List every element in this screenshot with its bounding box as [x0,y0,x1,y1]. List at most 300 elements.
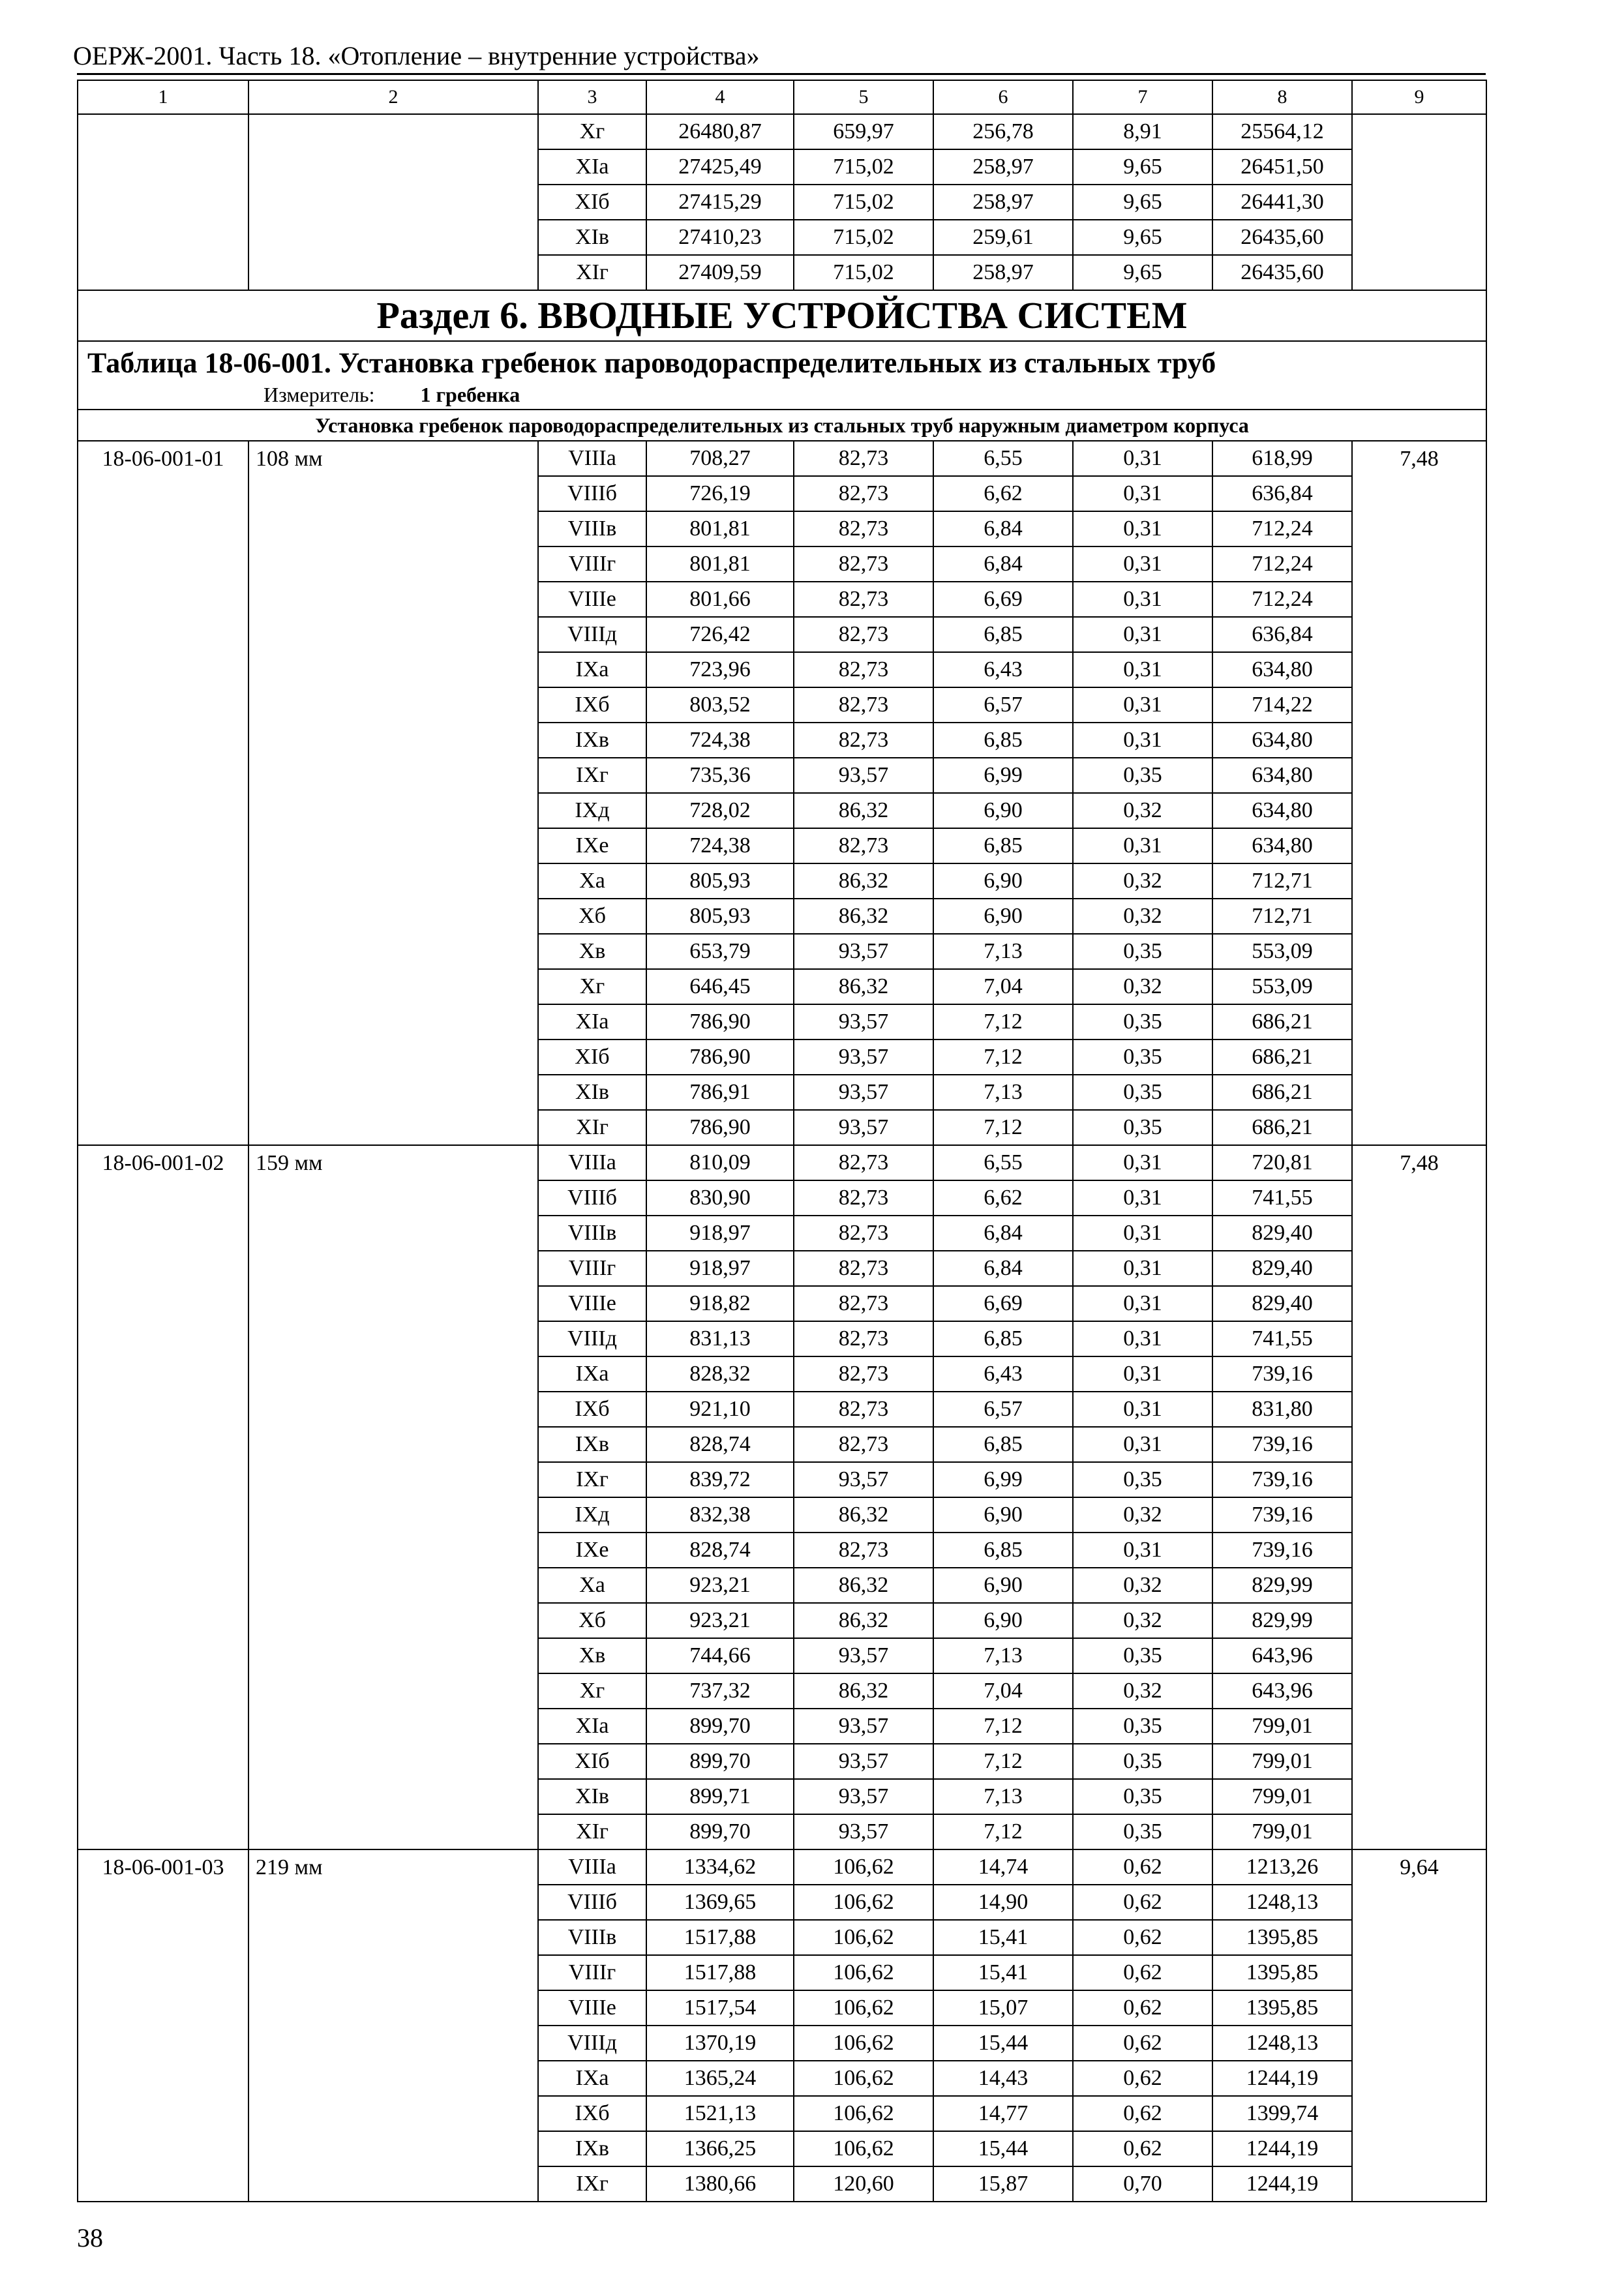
cell-col8: 829,40 [1212,1286,1352,1321]
cell-col9: 7,48 [1352,441,1486,1145]
cell-col5: 86,32 [794,1497,933,1533]
cell-index: XIа [538,149,646,185]
cell-index: VIIIг [538,1955,646,1990]
cell-col8: 686,21 [1212,1040,1352,1075]
cell-index: VIIIд [538,2026,646,2061]
cell-index: VIIIд [538,617,646,652]
cell-index: VIIIв [538,1920,646,1955]
cell-col7: 0,35 [1073,1004,1212,1040]
cell-col4: 724,38 [646,723,794,758]
column-number: 9 [1352,80,1486,114]
cell-col7: 0,31 [1073,1356,1212,1392]
meter-value: 1 гребенка [420,382,520,406]
cell-col5: 82,73 [794,617,933,652]
column-number: 6 [933,80,1073,114]
table-row [78,1849,1486,1885]
cell-col8: 712,71 [1212,899,1352,934]
cell-col4: 744,66 [646,1638,794,1673]
cell-col7: 0,31 [1073,1145,1212,1180]
cell-col6: 7,12 [933,1110,1073,1145]
cell-col5: 106,62 [794,1849,933,1885]
cell-col4: 708,27 [646,441,794,476]
cell-col8: 1395,85 [1212,1955,1352,1990]
cell-col7: 0,32 [1073,899,1212,934]
cell-col4: 27425,49 [646,149,794,185]
cell-col8: 1395,85 [1212,1990,1352,2026]
cell-col6: 7,13 [933,1075,1073,1110]
cell-col6: 15,07 [933,1990,1073,2026]
cell-col6: 15,41 [933,1920,1073,1955]
cell-col4: 786,91 [646,1075,794,1110]
cell-col4: 726,42 [646,617,794,652]
cell-col7: 0,31 [1073,546,1212,582]
cell-col8: 26441,30 [1212,185,1352,220]
meter-label: Измеритель: [263,382,375,406]
cell-index: VIIIв [538,1216,646,1251]
cell-col5: 86,32 [794,899,933,934]
cell-col7: 0,31 [1073,1286,1212,1321]
cell-index: IXг [538,2166,646,2202]
cell-col5: 82,73 [794,546,933,582]
cell-description: 159 мм [248,1145,538,1849]
cell-index: Xа [538,1568,646,1603]
cell-col4: 1517,88 [646,1920,794,1955]
cell-col5: 93,57 [794,1075,933,1110]
cell-col8: 634,80 [1212,828,1352,863]
cell-col8: 829,99 [1212,1603,1352,1638]
cell-index: IXд [538,1497,646,1533]
cell-col4: 899,71 [646,1779,794,1814]
cell-col5: 86,32 [794,863,933,899]
cell-col6: 259,61 [933,220,1073,255]
cell-col5: 82,73 [794,582,933,617]
cell-index: XIб [538,1040,646,1075]
cell-col8: 712,71 [1212,863,1352,899]
cell-col6: 15,41 [933,1955,1073,1990]
cell-col6: 6,55 [933,1145,1073,1180]
cell-index: XIб [538,1744,646,1779]
cell-col5: 93,57 [794,1462,933,1497]
cell-index: IXб [538,687,646,723]
cell-col7: 0,31 [1073,476,1212,511]
cell-index: IXе [538,1533,646,1568]
cell-col6: 6,57 [933,1392,1073,1427]
cell-description [248,114,538,290]
cell-index: XIв [538,220,646,255]
cell-col5: 82,73 [794,476,933,511]
cell-col4: 830,90 [646,1180,794,1216]
cell-code: 18-06-001-03 [78,1849,248,2202]
cell-index: VIIIа [538,1145,646,1180]
cell-col8: 634,80 [1212,652,1352,687]
cell-col8: 1244,19 [1212,2131,1352,2166]
cell-col8: 1399,74 [1212,2096,1352,2131]
cell-col5: 93,57 [794,1744,933,1779]
cell-index: VIIIг [538,1251,646,1286]
cell-col5: 106,62 [794,1955,933,1990]
cell-col4: 726,19 [646,476,794,511]
cell-col7: 0,31 [1073,1321,1212,1356]
cell-index: IXа [538,1356,646,1392]
cell-index: IXб [538,2096,646,2131]
cell-col7: 0,31 [1073,1392,1212,1427]
cell-col8: 739,16 [1212,1497,1352,1533]
cell-col5: 82,73 [794,1251,933,1286]
cell-col6: 14,43 [933,2061,1073,2096]
cell-col7: 0,35 [1073,1744,1212,1779]
cell-index: VIIIг [538,546,646,582]
cell-col6: 6,85 [933,617,1073,652]
cell-col5: 715,02 [794,185,933,220]
cell-col9: 9,64 [1352,1849,1486,2202]
cell-index: IXв [538,2131,646,2166]
cell-col8: 829,99 [1212,1568,1352,1603]
cell-col4: 923,21 [646,1568,794,1603]
column-number: 5 [794,80,933,114]
cell-col7: 0,31 [1073,1533,1212,1568]
cell-col5: 715,02 [794,220,933,255]
header-rule [77,73,1486,75]
cell-col7: 0,35 [1073,1110,1212,1145]
cell-col7: 0,31 [1073,723,1212,758]
cell-col5: 86,32 [794,1673,933,1709]
page-number: 38 [77,2223,103,2252]
section-title: Раздел 6. ВВОДНЫЕ УСТРОЙСТВА СИСТЕМ [78,290,1486,341]
table-title-cell [78,341,1486,410]
cell-col8: 799,01 [1212,1814,1352,1849]
cell-col6: 258,97 [933,185,1073,220]
cell-col7: 0,32 [1073,1603,1212,1638]
cell-col6: 6,69 [933,582,1073,617]
section-title-row [78,290,1486,341]
cell-col8: 1244,19 [1212,2166,1352,2202]
cell-col7: 0,32 [1073,1497,1212,1533]
cell-col6: 14,77 [933,2096,1073,2131]
cell-col4: 653,79 [646,934,794,969]
cell-col7: 0,62 [1073,1885,1212,1920]
cell-col5: 715,02 [794,255,933,290]
cell-col6: 6,84 [933,511,1073,546]
cell-col5: 93,57 [794,1638,933,1673]
cell-col5: 82,73 [794,1392,933,1427]
cell-col7: 0,32 [1073,863,1212,899]
cell-col5: 82,73 [794,1533,933,1568]
column-number-row [78,80,1486,114]
cell-col8: 739,16 [1212,1427,1352,1462]
cell-col5: 106,62 [794,2096,933,2131]
cell-description: 108 мм [248,441,538,1145]
cell-col8: 1244,19 [1212,2061,1352,2096]
cell-col5: 82,73 [794,687,933,723]
cell-col6: 6,84 [933,1251,1073,1286]
cell-col5: 86,32 [794,1603,933,1638]
cell-col7: 0,31 [1073,1251,1212,1286]
cell-index: XIг [538,1110,646,1145]
cell-col5: 93,57 [794,1779,933,1814]
cell-col7: 0,62 [1073,2061,1212,2096]
cell-col6: 6,99 [933,1462,1073,1497]
cell-index: Xб [538,899,646,934]
cell-col6: 7,13 [933,1779,1073,1814]
cell-col6: 6,90 [933,899,1073,934]
cell-col8: 1248,13 [1212,1885,1352,1920]
cell-col8: 799,01 [1212,1744,1352,1779]
cell-index: VIIIб [538,1180,646,1216]
cell-col5: 86,32 [794,1568,933,1603]
cell-col6: 258,97 [933,149,1073,185]
cell-col7: 0,62 [1073,2131,1212,2166]
cell-col8: 26435,60 [1212,220,1352,255]
cell-col4: 1517,54 [646,1990,794,2026]
cell-col7: 0,70 [1073,2166,1212,2202]
cell-col4: 27409,59 [646,255,794,290]
cell-col5: 86,32 [794,969,933,1004]
cell-index: Xг [538,114,646,149]
cell-col4: 786,90 [646,1110,794,1145]
cell-col4: 26480,87 [646,114,794,149]
column-number: 8 [1212,80,1352,114]
cell-col4: 1380,66 [646,2166,794,2202]
cell-index: IXв [538,1427,646,1462]
subheader: Установка гребенок пароводораспределительных из стальных труб наружным диаметром корпуса [78,410,1486,441]
cell-index: IXа [538,2061,646,2096]
cell-col7: 0,62 [1073,2096,1212,2131]
cell-col5: 93,57 [794,1709,933,1744]
cell-col6: 15,44 [933,2026,1073,2061]
cell-index: VIIIа [538,1849,646,1885]
cell-index: Xг [538,969,646,1004]
cell-col4: 1521,13 [646,2096,794,2131]
cell-index: Xа [538,863,646,899]
cell-col4: 918,97 [646,1251,794,1286]
cell-col4: 728,02 [646,793,794,828]
cell-col7: 8,91 [1073,114,1212,149]
cell-col7: 0,31 [1073,828,1212,863]
cell-col5: 106,62 [794,1990,933,2026]
cell-col6: 7,04 [933,969,1073,1004]
cell-col5: 106,62 [794,2131,933,2166]
cell-index: IXд [538,793,646,828]
cell-col4: 786,90 [646,1040,794,1075]
cell-col4: 899,70 [646,1709,794,1744]
meter-line [87,384,1479,405]
cell-col8: 634,80 [1212,758,1352,793]
cell-description: 219 мм [248,1849,538,2202]
table-row [78,114,1486,149]
cell-col8: 634,80 [1212,723,1352,758]
cell-col8: 712,24 [1212,582,1352,617]
cell-col5: 82,73 [794,441,933,476]
cell-code: 18-06-001-02 [78,1145,248,1849]
cell-col4: 921,10 [646,1392,794,1427]
cell-col7: 0,31 [1073,582,1212,617]
cell-col5: 82,73 [794,1356,933,1392]
cell-col6: 7,13 [933,1638,1073,1673]
cell-col6: 7,12 [933,1814,1073,1849]
cell-col5: 82,73 [794,1321,933,1356]
cell-col4: 737,32 [646,1673,794,1709]
cell-index: VIIIе [538,582,646,617]
cell-col8: 634,80 [1212,793,1352,828]
cell-col7: 0,31 [1073,687,1212,723]
cell-col8: 686,21 [1212,1004,1352,1040]
cell-col7: 0,32 [1073,969,1212,1004]
cell-col5: 120,60 [794,2166,933,2202]
cell-col4: 646,45 [646,969,794,1004]
cell-col7: 0,31 [1073,1216,1212,1251]
cell-col5: 715,02 [794,149,933,185]
cell-index: XIб [538,185,646,220]
cell-col8: 720,81 [1212,1145,1352,1180]
cell-col4: 1334,62 [646,1849,794,1885]
cell-col6: 6,62 [933,1180,1073,1216]
cell-index: Xв [538,934,646,969]
cell-col5: 82,73 [794,1145,933,1180]
cell-col6: 6,85 [933,723,1073,758]
cell-col7: 9,65 [1073,220,1212,255]
cell-col4: 1517,88 [646,1955,794,1990]
cell-code: 18-06-001-01 [78,441,248,1145]
subheader-row [78,410,1486,441]
cell-index: XIг [538,1814,646,1849]
cell-col5: 86,32 [794,793,933,828]
cell-col5: 82,73 [794,723,933,758]
cell-col5: 93,57 [794,934,933,969]
cell-col7: 0,62 [1073,1920,1212,1955]
cell-index: IXа [538,652,646,687]
cell-col5: 93,57 [794,758,933,793]
cell-col7: 0,32 [1073,793,1212,828]
cell-col6: 7,13 [933,934,1073,969]
cell-col5: 82,73 [794,828,933,863]
cell-col8: 643,96 [1212,1638,1352,1673]
cell-col4: 832,38 [646,1497,794,1533]
cell-col4: 1370,19 [646,2026,794,2061]
cell-index: VIIIб [538,1885,646,1920]
cell-col8: 636,84 [1212,476,1352,511]
cell-col8: 739,16 [1212,1462,1352,1497]
cell-col6: 6,90 [933,1603,1073,1638]
cell-col8: 1248,13 [1212,2026,1352,2061]
cell-col6: 7,12 [933,1709,1073,1744]
cell-code [78,114,248,290]
cell-col6: 6,43 [933,652,1073,687]
cell-col4: 27410,23 [646,220,794,255]
cell-col7: 0,35 [1073,1814,1212,1849]
cell-index: VIIIе [538,1286,646,1321]
cell-col5: 106,62 [794,1885,933,1920]
cell-col6: 6,84 [933,1216,1073,1251]
cell-col6: 6,62 [933,476,1073,511]
cell-index: IXг [538,1462,646,1497]
cell-col6: 6,85 [933,1427,1073,1462]
cell-col6: 6,57 [933,687,1073,723]
cell-col6: 7,12 [933,1744,1073,1779]
cell-col5: 82,73 [794,1180,933,1216]
cell-col4: 828,74 [646,1533,794,1568]
cell-col5: 93,57 [794,1004,933,1040]
cell-col6: 6,90 [933,793,1073,828]
cell-col7: 0,62 [1073,1990,1212,2026]
cell-col7: 0,31 [1073,441,1212,476]
cell-col8: 618,99 [1212,441,1352,476]
cell-col4: 735,36 [646,758,794,793]
cell-col6: 14,74 [933,1849,1073,1885]
cell-col8: 553,09 [1212,934,1352,969]
cell-col8: 1213,26 [1212,1849,1352,1885]
table-row [78,441,1486,476]
cell-index: VIIIб [538,476,646,511]
cell-col8: 829,40 [1212,1251,1352,1286]
cell-col4: 805,93 [646,863,794,899]
price-table [77,80,1487,2202]
cell-col5: 82,73 [794,1427,933,1462]
cell-col7: 9,65 [1073,149,1212,185]
cell-index: VIIIд [538,1321,646,1356]
cell-col8: 739,16 [1212,1356,1352,1392]
cell-col7: 0,62 [1073,1849,1212,1885]
cell-col9: 7,48 [1352,1145,1486,1849]
cell-col4: 724,38 [646,828,794,863]
cell-col7: 0,35 [1073,1638,1212,1673]
cell-col7: 9,65 [1073,255,1212,290]
cell-col6: 6,85 [933,828,1073,863]
cell-col7: 0,32 [1073,1568,1212,1603]
cell-index: IXг [538,758,646,793]
column-number: 2 [248,80,538,114]
cell-col6: 6,69 [933,1286,1073,1321]
cell-col6: 15,44 [933,2131,1073,2166]
cell-col4: 1369,65 [646,1885,794,1920]
cell-index: IXв [538,723,646,758]
cell-col8: 686,21 [1212,1075,1352,1110]
cell-col8: 643,96 [1212,1673,1352,1709]
cell-col7: 0,32 [1073,1673,1212,1709]
cell-col7: 0,31 [1073,511,1212,546]
column-number: 7 [1073,80,1212,114]
cell-col5: 82,73 [794,1286,933,1321]
cell-col8: 25564,12 [1212,114,1352,149]
cell-col8: 714,22 [1212,687,1352,723]
cell-index: IXб [538,1392,646,1427]
cell-index: XIг [538,255,646,290]
cell-col4: 786,90 [646,1004,794,1040]
cell-col6: 15,87 [933,2166,1073,2202]
cell-col6: 258,97 [933,255,1073,290]
cell-col6: 6,84 [933,546,1073,582]
cell-col6: 6,90 [933,863,1073,899]
cell-col7: 0,62 [1073,1955,1212,1990]
cell-index: Xв [538,1638,646,1673]
cell-index: VIIIа [538,441,646,476]
cell-col7: 0,35 [1073,1779,1212,1814]
cell-col5: 106,62 [794,2026,933,2061]
cell-col5: 82,73 [794,1216,933,1251]
cell-col8: 636,84 [1212,617,1352,652]
cell-col4: 918,82 [646,1286,794,1321]
cell-col6: 6,43 [933,1356,1073,1392]
cell-col4: 801,81 [646,511,794,546]
cell-col8: 1395,85 [1212,1920,1352,1955]
running-head: ОЕРЖ-2001. Часть 18. «Отопление – внутренние устройства» [73,41,760,70]
cell-col8: 799,01 [1212,1709,1352,1744]
cell-col8: 686,21 [1212,1110,1352,1145]
table-title-row [78,341,1486,410]
cell-index: Xб [538,1603,646,1638]
cell-col4: 899,70 [646,1814,794,1849]
cell-col4: 803,52 [646,687,794,723]
cell-col4: 723,96 [646,652,794,687]
